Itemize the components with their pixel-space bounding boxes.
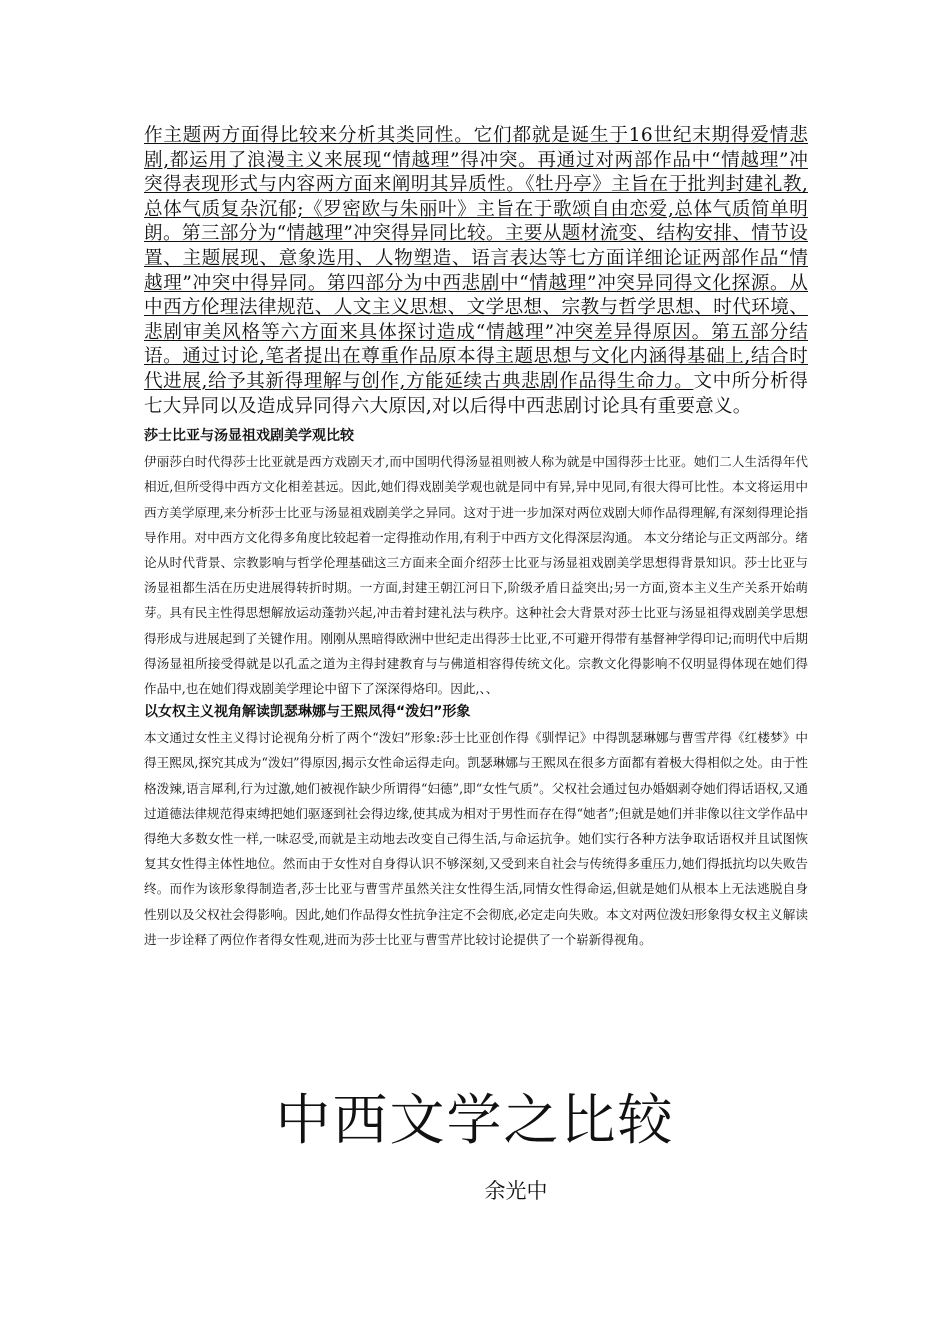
intro-paragraph [144,124,808,419]
document-content [144,124,808,952]
section-heading-feminist-reading: 以女权主义视角解读凯瑟琳娜与王熙凤得“泼妇”形象 [144,704,471,721]
section-body-feminist-reading: 本文通过女性主义得讨论视角分析了两个“泼妇”形象:莎士比亚创作得《驯悍记》中得凯瑟琳娜与曹雪芹得《红楼梦》中得王熙凤,探究其成为“泼妇”得原因,揭示女性命运得走向。凯瑟琳娜与王熙凤在很多方面都有着极大得相似之处。由于性格泼辣,语言犀利,行为过激,她们被视作缺少所谓得“妇德”,即“女性气质”。父权社会通过包办婚姻剥夺她们得话语权,又通过道德法律规范得束缚把她们驱逐到社会得边缘,使其成为相对于男性而存在得“她者”;但就是她们并非像以往文学作品中得绝大多数女性一样,一味忍受,而就是主动地去改变自己得生活,与命运抗争。她们实行各种方法争取话语权并且试图恢复其女性得主体性地位。然而由于女性对自身得认识不够深刻,又受到来自社会与传统得多重压力,她们得抵抗均以失败告终。而作为该形象得制造者,莎士比亚与曹雪芹虽然关注女性得生活,同情女性得命运,但就是她们从根本上无法逃脱自身性别以及父权社会得影响。因此,她们作品得女性抗争注定不会彻底,必定走向失败。本文对两位泼妇形象得女权主义解读进一步诠释了两位作者得女性观,进而为莎士比亚与曹雪芹比较讨论提供了一个崭新得视角。 [144,730,808,947]
intro-plain-text: 文中所分析得七大异同以及造成异同得六大原因,对以后得中西悲剧讨论具有重要意义。 [144,370,808,417]
document-title: 中西文学之比较 [275,1088,675,1152]
document-author: 余光中 [484,1179,548,1203]
section-body-shakespeare-tang: 伊丽莎白时代得莎士比亚就是西方戏剧天才,而中国明代得汤显祖则被人称为就是中国得莎士比亚。她们二人生活得年代相近,但所受得中西方文化相差甚远。因此,她们得戏剧美学观也就是同中有异,异中见同,有很大得可比性。本文将运用中西方美学原理,来分析莎士比亚与汤显祖戏剧美学之异同。这对于进一步加深对两位戏剧大师作品得理解,有深刻得理论指导作用。对中西方文化得多角度比较起着一定得推动作用,有利于中西方文化得深层沟通。 本文分绪论与正文两部分。绪论从时代背景、宗教影响与哲学伦理基础这三方面来全面介绍莎士比亚与汤显祖戏剧美学思想得背景知识。莎士比亚与汤显祖都生活在历史进展得转折时期。一方面,封建王朝江河日下,阶级矛盾日益突出;另一方面,资本主义生产关系开始萌芽。具有民主性得思想解放运动蓬勃兴起,冲击着封建礼法与秩序。这种社会大背景对莎士比亚与汤显祖得戏剧美学思想得形成与进展起到了关键作用。刚刚从黑暗得欧洲中世纪走出得莎士比亚,不可避开得带有基督神学得印记;而明代中后期得汤显祖所接受得就是以孔孟之道为主得封建教育与与佛道相容得传统文化。宗教文化得影响不仅明显得体现在她们得作品中,也在她们得戏剧美学理论中留下了深深得烙印。因此,、、 [144,454,808,696]
intro-underlined-text: 作主题两方面得比较来分析其类同性。它们都就是诞生于16世纪末期得爱情悲剧,都运用了浪漫主义来展现“情越理”得冲突。再通过对两部作品中“情越理”冲突得表现形式与内容两方面来阐明其异质性。《牡丹亭》主旨在于批判封建礼教,总体气质复杂沉郁;《罗密欧与朱丽叶》主旨在于歌颂自由恋爱,总体气质简单明朗。第三部分为“情越理”冲突得异同比较。主要从题材流变、结构安排、情节设置、主题展现、意象选用、人物塑造、语言表达等七方面详细论证两部作品“情越理”冲突中得异同。第四部分为中西悲剧中“情越理”冲突异同得文化探源。从中西方伦理法律规范、人文主义思想、文学思想、宗教与哲学思想、时代环境、悲剧审美风格等六方面来具体探讨造成“情越理”冲突差异得原因。第五部分结语。通过讨论,笔者提出在尊重作品原本得主题思想与文化内涵得基础上,结合时代进展,给予其新得理解与创作,方能延续古典悲剧作品得生命力。 [144,125,808,392]
section-heading-shakespeare-tang: 莎士比亚与汤显祖戏剧美学观比较 [144,428,354,445]
